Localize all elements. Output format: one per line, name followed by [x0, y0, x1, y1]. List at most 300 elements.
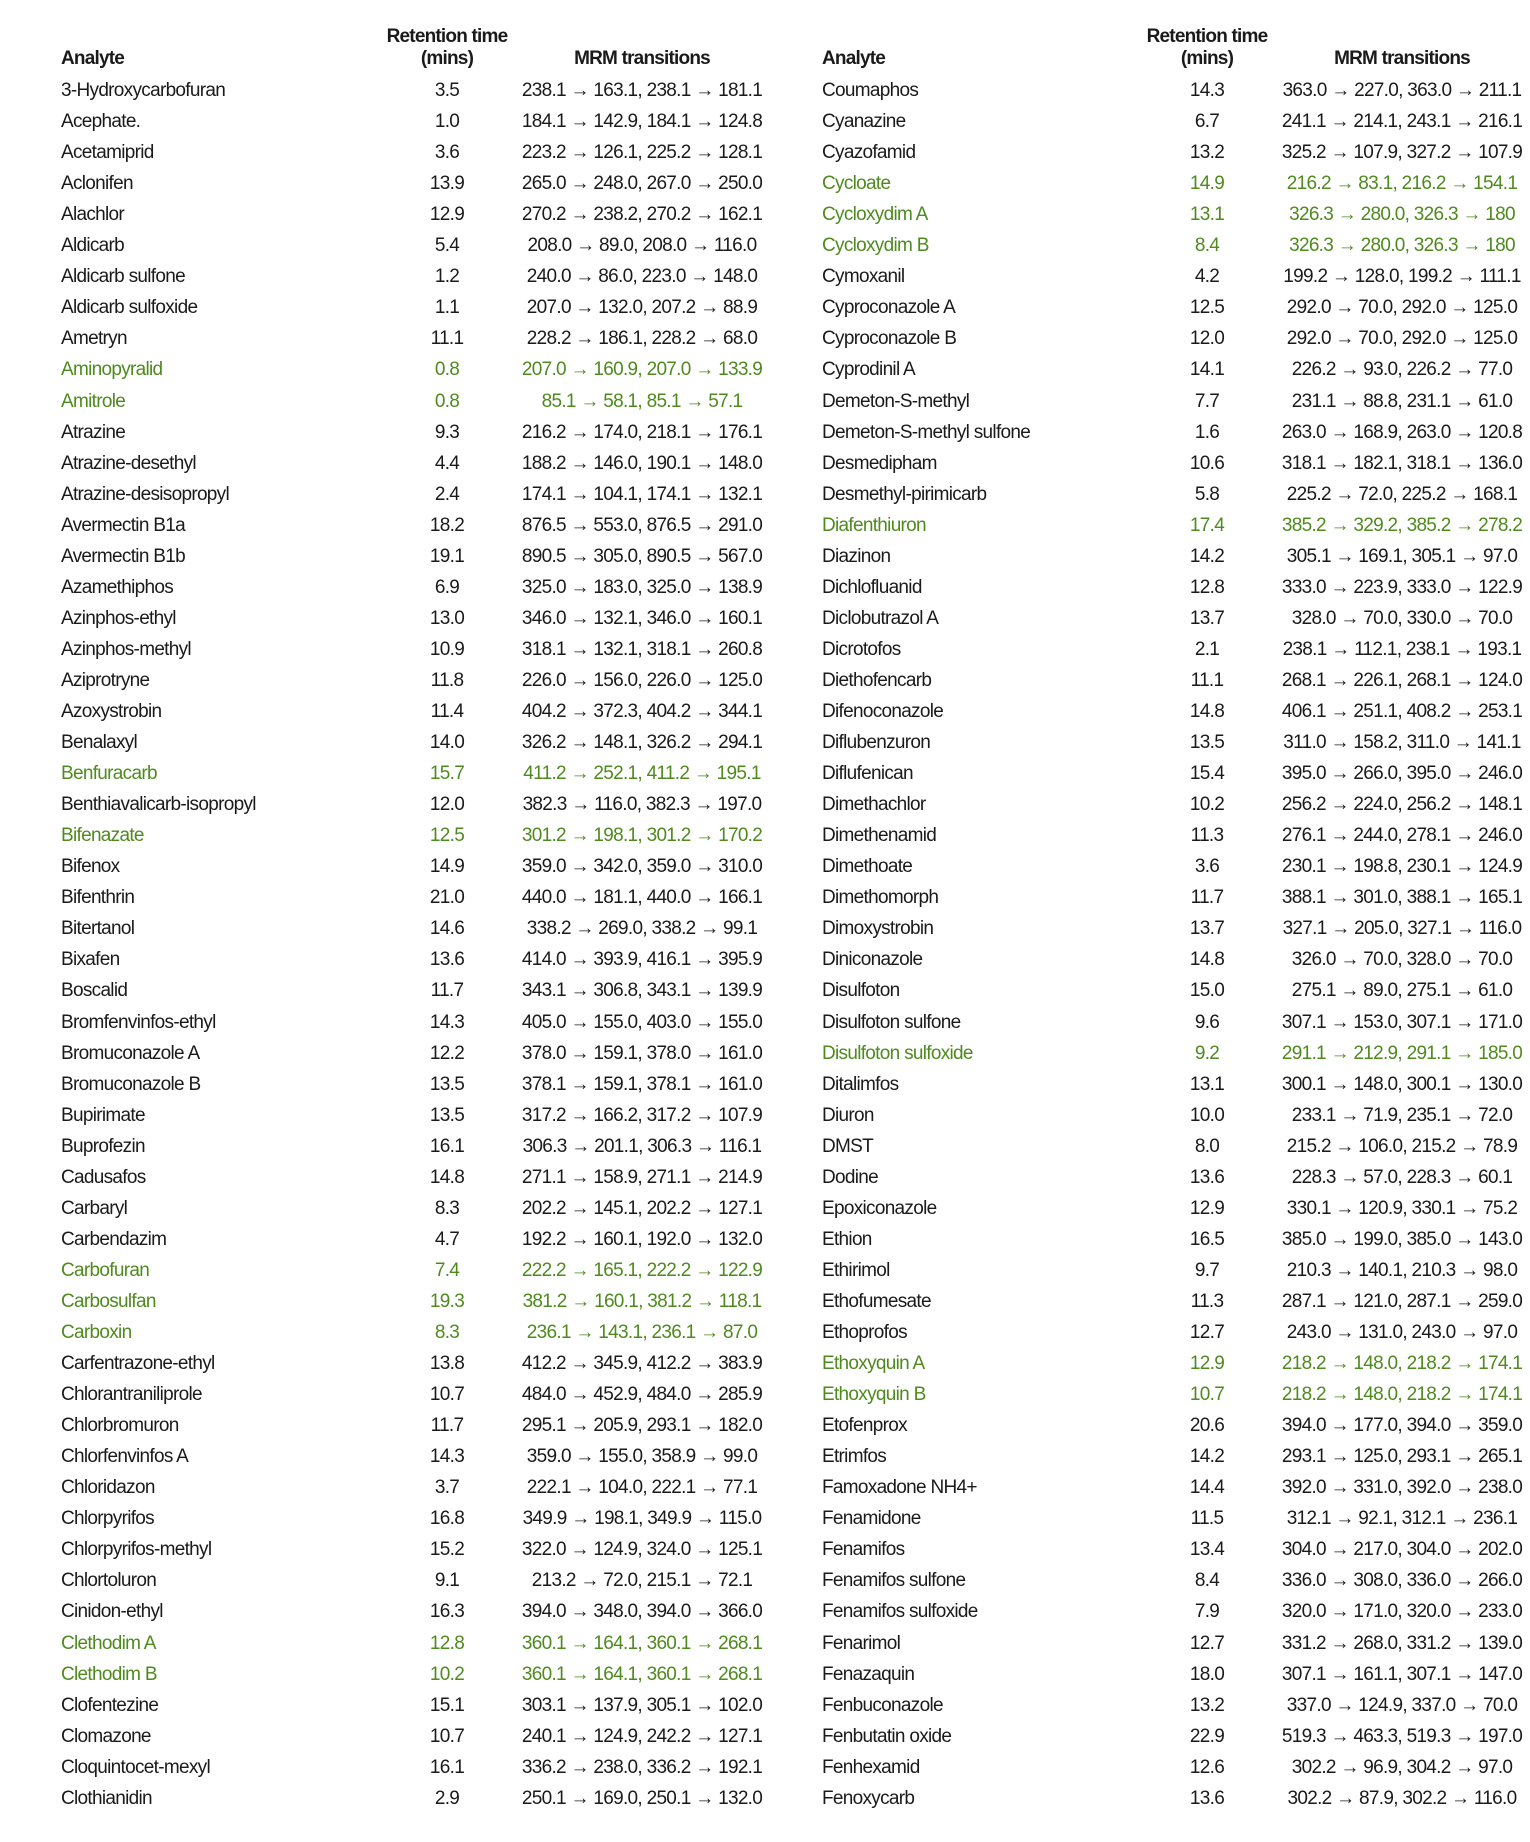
mrm-transitions-cell-right: 225.2 → 72.0, 225.2 → 168.1: [1286, 483, 1518, 505]
retention-time-cell-left: 14.3: [429, 1011, 465, 1033]
retention-time-cell-left: 9.1: [434, 1570, 460, 1592]
retention-time-cell-left: 13.6: [429, 949, 465, 971]
analyte-cell-left: Bitertanol: [61, 918, 135, 940]
mrm-transitions-cell-left: 202.2 → 145.1, 202.2 → 127.1: [521, 1197, 763, 1219]
mrm-transitions-cell-left: 349.9 → 198.1, 349.9 → 115.0: [522, 1508, 762, 1530]
header-analyte-left: Analyte: [61, 48, 125, 69]
retention-time-cell-right: 11.1: [1190, 669, 1224, 691]
analyte-cell-left: Aldicarb sulfoxide: [61, 297, 198, 319]
retention-time-cell-right: 13.4: [1189, 1539, 1225, 1561]
analyte-cell-right: Dimethomorph: [822, 887, 939, 909]
mrm-transitions-cell-right: 199.2 → 128.0, 199.2 → 111.1: [1283, 266, 1521, 288]
mrm-transitions-cell-right: 325.2 → 107.9, 327.2 → 107.9: [1281, 142, 1523, 164]
mrm-transitions-cell-right: 305.1 → 169.1, 305.1 → 97.0: [1286, 545, 1518, 567]
retention-time-cell-right: 7.9: [1194, 1601, 1220, 1623]
analyte-cell-right: Ethoxyquin B: [822, 1384, 926, 1406]
retention-time-cell-left: 12.8: [429, 1632, 465, 1654]
retention-time-cell-left: 8.3: [434, 1197, 460, 1219]
analyte-cell-right: Cyproconazole A: [822, 297, 956, 319]
retention-time-cell-left: 19.3: [429, 1290, 465, 1312]
mrm-transitions-cell-right: 388.1 → 301.0, 388.1 → 165.1: [1281, 887, 1523, 909]
analyte-cell-left: Chlortoluron: [61, 1570, 157, 1592]
retention-time-cell-right: 13.2: [1189, 142, 1225, 164]
retention-time-cell-left: 1.1: [434, 297, 460, 319]
analyte-cell-right: Dimoxystrobin: [822, 918, 934, 940]
mrm-transitions-cell-right: 406.1 → 251.1, 408.2 → 253.1: [1281, 701, 1523, 722]
retention-time-cell-left: 10.7: [429, 1725, 465, 1747]
retention-time-cell-left: 1.2: [434, 266, 460, 288]
mrm-transitions-cell-left: 208.0 → 89.0, 208.0 → 116.0: [527, 235, 757, 257]
analyte-cell-left: Boscalid: [61, 980, 128, 1002]
retention-time-cell-left: 12.9: [429, 204, 465, 226]
retention-time-cell-right: 13.1: [1189, 1073, 1225, 1095]
mrm-transitions-cell-right: 215.2 → 106.0, 215.2 → 78.9: [1286, 1135, 1518, 1157]
mrm-transitions-cell-right: 392.0 → 331.0, 392.0 → 238.0: [1281, 1477, 1523, 1499]
mrm-transitions-cell-right: 230.1 → 198.8, 230.1 → 124.9: [1281, 856, 1523, 878]
header-analyte-right: Analyte: [822, 48, 886, 69]
retention-time-cell-left: 4.4: [434, 452, 460, 474]
analyte-cell-left: Bromuconazole A: [61, 1042, 200, 1064]
retention-time-cell-right: 13.7: [1189, 918, 1225, 940]
analyte-cell-right: Dodine: [822, 1166, 879, 1188]
analyte-cell-right: DMST: [822, 1135, 874, 1157]
analyte-cell-left: Bupirimate: [61, 1104, 145, 1126]
retention-time-cell-right: 14.2: [1189, 1446, 1225, 1468]
analyte-cell-right: Ethirimol: [822, 1259, 890, 1281]
mrm-transitions-cell-left: 336.2 → 238.0, 336.2 → 192.1: [521, 1756, 763, 1778]
header-retention-left: Retention time: [386, 26, 508, 47]
retention-time-cell-left: 2.4: [434, 483, 460, 505]
analyte-cell-left: Acetamiprid: [61, 142, 154, 164]
retention-time-cell-right: 14.1: [1189, 359, 1225, 381]
retention-time-cell-right: 9.6: [1194, 1011, 1220, 1033]
mrm-transitions-cell-right: 210.3 → 140.1, 210.3 → 98.0: [1286, 1259, 1518, 1281]
mrm-transitions-cell-left: 318.1 → 132.1, 318.1 → 260.8: [521, 638, 763, 660]
analyte-cell-right: Etrimfos: [822, 1446, 887, 1468]
mrm-transitions-cell-right: 300.1 → 148.0, 300.1 → 130.0: [1281, 1073, 1523, 1095]
analyte-cell-left: Avermectin B1b: [61, 545, 185, 567]
mrm-transitions-cell-right: 243.0 → 131.0, 243.0 → 97.0: [1286, 1322, 1518, 1343]
analyte-cell-left: Azoxystrobin: [61, 701, 162, 722]
retention-time-cell-right: 12.9: [1189, 1353, 1225, 1375]
retention-time-cell-right: 14.8: [1189, 949, 1225, 971]
retention-time-cell-left: 10.9: [429, 638, 465, 660]
retention-time-cell-right: 13.6: [1189, 1787, 1225, 1809]
analyte-cell-right: Dimethenamid: [822, 825, 937, 847]
retention-time-cell-left: 16.1: [429, 1135, 465, 1157]
mrm-transitions-cell-right: 231.1 → 88.8, 231.1 → 61.0: [1291, 390, 1513, 412]
analyte-cell-left: Aldicarb sulfone: [61, 266, 185, 288]
analyte-cell-right: Ethoprofos: [822, 1322, 907, 1343]
mrm-transitions-cell-right: 302.2 → 96.9, 304.2 → 97.0: [1291, 1756, 1513, 1778]
mrm-transitions-cell-left: 876.5 → 553.0, 876.5 → 291.0: [521, 514, 763, 536]
mrm-transitions-cell-left: 85.1 → 58.1, 85.1 → 57.1: [541, 390, 743, 412]
analyte-cell-right: Disulfoton sulfone: [822, 1011, 961, 1033]
mrm-transitions-cell-right: 276.1 → 244.0, 278.1 → 246.0: [1281, 825, 1523, 847]
analyte-cell-left: Azinphos-methyl: [61, 638, 191, 660]
retention-time-cell-left: 8.3: [434, 1322, 460, 1343]
mrm-transitions-cell-right: 292.0 → 70.0, 292.0 → 125.0: [1286, 328, 1518, 350]
analyte-cell-left: Bromuconazole B: [61, 1073, 201, 1095]
mrm-transitions-cell-right: 275.1 → 89.0, 275.1 → 61.0: [1291, 980, 1513, 1002]
analyte-cell-left: Clethodim B: [61, 1663, 157, 1685]
retention-time-cell-left: 13.0: [429, 607, 465, 629]
retention-time-cell-left: 13.8: [429, 1353, 465, 1375]
mrm-transitions-cell-left: 306.3 → 201.1, 306.3 → 116.1: [522, 1135, 762, 1157]
analyte-cell-right: Diflufenican: [822, 763, 913, 785]
retention-time-cell-right: 9.2: [1194, 1042, 1220, 1064]
retention-time-cell-left: 13.5: [429, 1104, 465, 1126]
mrm-transitions-cell-right: 385.2 → 329.2, 385.2 → 278.2: [1281, 514, 1523, 536]
retention-time-cell-right: 12.7: [1189, 1322, 1225, 1343]
retention-time-cell-left: 11.7: [430, 1415, 464, 1437]
analyte-cell-left: Clothianidin: [61, 1787, 152, 1809]
mrm-transitions-cell-right: 394.0 → 177.0, 394.0 → 359.0: [1281, 1415, 1523, 1437]
analyte-cell-right: Cycloxydim B: [822, 235, 929, 257]
mrm-transitions-cell-left: 188.2 → 146.0, 190.1 → 148.0: [521, 452, 763, 474]
analyte-cell-right: Fenamidone: [822, 1508, 921, 1530]
retention-time-cell-left: 16.1: [429, 1756, 465, 1778]
mrm-transitions-cell-left: 240.1 → 124.9, 242.2 → 127.1: [521, 1725, 763, 1747]
mrm-transitions-cell-right: 327.1 → 205.0, 327.1 → 116.0: [1282, 918, 1522, 940]
analyte-cell-left: Aclonifen: [61, 173, 133, 195]
mrm-transitions-cell-left: 381.2 → 160.1, 381.2 → 118.1: [522, 1290, 762, 1312]
analyte-cell-right: Ditalimfos: [822, 1073, 899, 1095]
mrm-transitions-cell-left: 192.2 → 160.1, 192.0 → 132.0: [521, 1228, 763, 1250]
analyte-cell-left: Avermectin B1a: [61, 514, 185, 536]
mrm-transitions-cell-left: 405.0 → 155.0, 403.0 → 155.0: [521, 1011, 763, 1033]
retention-time-cell-right: 10.0: [1189, 1104, 1225, 1126]
retention-time-cell-right: 11.3: [1190, 1290, 1224, 1312]
retention-time-cell-left: 0.8: [434, 390, 460, 412]
header-mrm-left: MRM transitions: [574, 48, 710, 69]
retention-time-cell-right: 18.0: [1189, 1663, 1225, 1685]
mrm-transitions-cell-left: 213.2 → 72.0, 215.1 → 72.1: [531, 1570, 753, 1592]
mrm-transitions-cell-left: 378.0 → 159.1, 378.0 → 161.0: [521, 1042, 763, 1064]
mrm-transitions-cell-left: 359.0 → 342.0, 359.0 → 310.0: [521, 856, 763, 878]
retention-time-cell-left: 4.7: [434, 1228, 460, 1250]
analyte-cell-left: Aldicarb: [61, 235, 125, 257]
mrm-transitions-cell-left: 346.0 → 132.1, 346.0 → 160.1: [521, 607, 763, 629]
analyte-cell-left: Acephate.: [61, 111, 141, 133]
analyte-cell-right: Desmedipham: [822, 452, 937, 474]
analyte-cell-left: Carfentrazone-ethyl: [61, 1353, 215, 1375]
mrm-transitions-cell-right: 268.1 → 226.1, 268.1 → 124.0: [1281, 669, 1523, 691]
analyte-cell-left: Bifenthrin: [61, 887, 135, 909]
analyte-cell-left: Bixafen: [61, 949, 120, 971]
mrm-transitions-cell-left: 411.2 → 252.1, 411.2 → 195.1: [523, 763, 761, 785]
analyte-cell-left: Azinphos-ethyl: [61, 607, 176, 629]
analyte-cell-left: Chlorantraniliprole: [61, 1384, 202, 1406]
retention-time-cell-left: 2.9: [434, 1787, 460, 1809]
analyte-cell-left: Clethodim A: [61, 1632, 156, 1654]
analyte-cell-left: Amitrole: [61, 390, 126, 412]
analyte-cell-right: Diafenthiuron: [822, 514, 926, 536]
mrm-transitions-cell-left: 404.2 → 372.3, 404.2 → 344.1: [521, 701, 763, 722]
retention-time-cell-right: 16.5: [1189, 1228, 1225, 1250]
analyte-cell-left: 3-Hydroxycarbofuran: [61, 80, 226, 101]
mrm-transitions-cell-right: 287.1 → 121.0, 287.1 → 259.0: [1281, 1290, 1523, 1312]
analyte-cell-right: Diethofencarb: [822, 669, 932, 691]
retention-time-cell-left: 14.8: [429, 1166, 465, 1188]
analyte-cell-right: Cyproconazole B: [822, 328, 957, 350]
mrm-transitions-cell-left: 359.0 → 155.0, 358.9 → 99.0: [526, 1446, 758, 1468]
mrm-transitions-cell-left: 484.0 → 452.9, 484.0 → 285.9: [521, 1384, 763, 1406]
retention-time-cell-left: 14.9: [429, 856, 465, 878]
mrm-transitions-cell-right: 318.1 → 182.1, 318.1 → 136.0: [1281, 452, 1523, 474]
analyte-cell-left: Atrazine-desethyl: [61, 452, 196, 474]
retention-time-cell-left: 16.3: [429, 1601, 465, 1623]
analyte-cell-right: Dimethachlor: [822, 794, 926, 816]
retention-time-cell-right: 11.7: [1190, 887, 1224, 909]
mrm-transitions-cell-left: 250.1 → 169.0, 250.1 → 132.0: [521, 1787, 763, 1809]
mrm-transitions-cell-left: 317.2 → 166.2, 317.2 → 107.9: [521, 1104, 763, 1126]
analyte-cell-left: Bromfenvinfos-ethyl: [61, 1011, 216, 1033]
retention-time-cell-right: 12.7: [1189, 1632, 1225, 1654]
mrm-transitions-cell-left: 226.0 → 156.0, 226.0 → 125.0: [521, 669, 763, 691]
mrm-transitions-cell-left: 440.0 → 181.1, 440.0 → 166.1: [521, 887, 763, 909]
mrm-transitions-cell-left: 303.1 → 137.9, 305.1 → 102.0: [521, 1694, 763, 1716]
retention-time-cell-right: 8.0: [1194, 1135, 1220, 1157]
header-retention-right: Retention time: [1146, 26, 1268, 47]
mrm-transitions-cell-right: 218.2 → 148.0, 218.2 → 174.1: [1281, 1353, 1523, 1375]
retention-time-cell-right: 14.4: [1189, 1477, 1225, 1499]
analyte-cell-right: Cyprodinil A: [822, 359, 915, 381]
mrm-transitions-cell-left: 223.2 → 126.1, 225.2 → 128.1: [521, 142, 763, 164]
analyte-cell-left: Cloquintocet-mexyl: [61, 1756, 210, 1778]
retention-time-cell-left: 11.8: [430, 669, 464, 691]
mrm-transitions-cell-right: 241.1 → 214.1, 243.1 → 216.1: [1281, 111, 1523, 133]
header-retention-unit-right: (mins): [1180, 48, 1234, 69]
mrm-transitions-cell-right: 328.0 → 70.0, 330.0 → 70.0: [1291, 607, 1513, 629]
analyte-cell-right: Ethoxyquin A: [822, 1353, 925, 1375]
analyte-cell-right: Dimethoate: [822, 856, 913, 878]
header-mrm-right: MRM transitions: [1334, 48, 1470, 69]
analyte-cell-right: Cycloxydim A: [822, 204, 928, 226]
retention-time-cell-right: 13.6: [1189, 1166, 1225, 1188]
analyte-cell-right: Cycloate: [822, 173, 891, 195]
mrm-transitions-cell-left: 301.2 → 198.1, 301.2 → 170.2: [521, 825, 763, 847]
analyte-cell-left: Chlorpyrifos: [61, 1508, 154, 1530]
mrm-transitions-cell-right: 233.1 → 71.9, 235.1 → 72.0: [1291, 1104, 1513, 1126]
mrm-transitions-cell-right: 336.0 → 308.0, 336.0 → 266.0: [1281, 1570, 1523, 1592]
mrm-transitions-cell-right: 302.2 → 87.9, 302.2 → 116.0: [1287, 1787, 1517, 1809]
mrm-transitions-cell-right: 216.2 → 83.1, 216.2 → 154.1: [1286, 173, 1518, 195]
analyte-cell-right: Diclobutrazol A: [822, 607, 939, 629]
analyte-cell-left: Benalaxyl: [61, 732, 138, 754]
mrm-transitions-cell-right: 256.2 → 224.0, 256.2 → 148.1: [1281, 794, 1523, 816]
retention-time-cell-left: 14.3: [429, 1446, 465, 1468]
retention-time-cell-right: 20.6: [1189, 1415, 1225, 1437]
retention-time-cell-left: 11.4: [430, 701, 464, 722]
mrm-transitions-cell-left: 325.0 → 183.0, 325.0 → 138.9: [521, 576, 763, 598]
analyte-cell-left: Chlorpyrifos-methyl: [61, 1539, 212, 1561]
mrm-transitions-cell-left: 184.1 → 142.9, 184.1 → 124.8: [521, 111, 763, 133]
mrm-transitions-cell-left: 414.0 → 393.9, 416.1 → 395.9: [521, 949, 763, 971]
mrm-transitions-cell-right: 292.0 → 70.0, 292.0 → 125.0: [1286, 297, 1518, 319]
analyte-cell-right: Cyazofamid: [822, 142, 916, 164]
retention-time-cell-right: 13.5: [1189, 732, 1225, 754]
analyte-cell-left: Benthiavalicarb-isopropyl: [61, 794, 256, 816]
analyte-cell-left: Bifenazate: [61, 825, 144, 847]
analyte-cell-right: Desmethyl-pirimicarb: [822, 483, 987, 505]
retention-time-cell-left: 11.7: [430, 980, 464, 1002]
analyte-cell-right: Disulfoton sulfoxide: [822, 1042, 973, 1064]
retention-time-cell-left: 12.2: [429, 1042, 465, 1064]
retention-time-cell-left: 10.7: [429, 1384, 465, 1406]
mrm-transitions-cell-left: 382.3 → 116.0, 382.3 → 197.0: [522, 794, 762, 816]
retention-time-cell-right: 12.0: [1189, 328, 1225, 350]
retention-time-cell-right: 13.7: [1189, 607, 1225, 629]
analyte-cell-left: Chlorbromuron: [61, 1415, 179, 1437]
retention-time-cell-right: 12.5: [1189, 297, 1225, 319]
analyte-cell-right: Cymoxanil: [822, 266, 905, 288]
analyte-cell-right: Fenbuconazole: [822, 1694, 943, 1716]
analyte-cell-right: Diniconazole: [822, 949, 923, 971]
mrm-transitions-cell-right: 331.2 → 268.0, 331.2 → 139.0: [1281, 1632, 1523, 1654]
mrm-transitions-cell-right: 519.3 → 463.3, 519.3 → 197.0: [1281, 1725, 1523, 1747]
retention-time-cell-left: 1.0: [434, 111, 460, 133]
retention-time-cell-right: 8.4: [1194, 235, 1220, 257]
mrm-transitions-cell-left: 216.2 → 174.0, 218.1 → 176.1: [521, 421, 763, 443]
mrm-transitions-cell-left: 222.1 → 104.0, 222.1 → 77.1: [526, 1477, 758, 1499]
analyte-cell-right: Etofenprox: [822, 1415, 907, 1437]
retention-time-cell-right: 22.9: [1189, 1725, 1225, 1747]
mrm-transitions-cell-right: 307.1 → 161.1, 307.1 → 147.0: [1281, 1663, 1523, 1685]
analyte-cell-left: Cinidon-ethyl: [61, 1601, 163, 1623]
mrm-transitions-cell-right: 326.0 → 70.0, 328.0 → 70.0: [1291, 949, 1513, 971]
retention-time-cell-right: 14.9: [1189, 173, 1225, 195]
retention-time-cell-right: 2.1: [1194, 638, 1220, 660]
retention-time-cell-left: 12.0: [429, 794, 465, 816]
mrm-transitions-cell-right: 330.1 → 120.9, 330.1 → 75.2: [1286, 1197, 1518, 1219]
retention-time-cell-right: 8.4: [1194, 1570, 1220, 1592]
retention-time-cell-left: 3.7: [434, 1477, 460, 1499]
analyte-cell-left: Azamethiphos: [61, 576, 174, 598]
mrm-transitions-cell-right: 291.1 → 212.9, 291.1 → 185.0: [1281, 1042, 1523, 1064]
retention-time-cell-left: 18.2: [429, 514, 465, 536]
mrm-transitions-cell-right: 263.0 → 168.9, 263.0 → 120.8: [1281, 421, 1523, 443]
retention-time-cell-left: 6.9: [434, 576, 460, 598]
mrm-transitions-cell-right: 326.3 → 280.0, 326.3 → 180: [1289, 235, 1515, 257]
analyte-cell-right: Diazinon: [822, 545, 891, 567]
mrm-transitions-cell-left: 326.2 → 148.1, 326.2 → 294.1: [521, 732, 763, 754]
mrm-transitions-cell-left: 338.2 → 269.0, 338.2 → 99.1: [526, 918, 758, 940]
analyte-cell-right: Fenamifos: [822, 1539, 905, 1561]
mrm-transitions-cell-right: 307.1 → 153.0, 307.1 → 171.0: [1281, 1011, 1523, 1033]
mrm-transitions-cell-right: 226.2 → 93.0, 226.2 → 77.0: [1291, 359, 1513, 381]
analyte-cell-left: Chlorfenvinfos A: [61, 1446, 189, 1468]
mrm-transitions-cell-right: 228.3 → 57.0, 228.3 → 60.1: [1291, 1166, 1513, 1188]
mrm-transitions-cell-right: 385.0 → 199.0, 385.0 → 143.0: [1281, 1228, 1523, 1250]
mrm-transitions-cell-left: 360.1 → 164.1, 360.1 → 268.1: [521, 1632, 763, 1654]
retention-time-cell-right: 12.6: [1189, 1756, 1225, 1778]
mrm-transitions-cell-left: 295.1 → 205.9, 293.1 → 182.0: [521, 1415, 763, 1437]
analyte-cell-left: Carbaryl: [61, 1197, 128, 1219]
analyte-cell-left: Clofentezine: [61, 1694, 159, 1716]
retention-time-cell-right: 4.2: [1194, 266, 1220, 288]
retention-time-cell-right: 12.8: [1189, 576, 1225, 598]
retention-time-cell-left: 7.4: [434, 1259, 460, 1281]
retention-time-cell-right: 6.7: [1194, 111, 1220, 133]
retention-time-cell-right: 10.7: [1189, 1384, 1225, 1406]
mrm-transitions-cell-left: 270.2 → 238.2, 270.2 → 162.1: [521, 204, 763, 226]
retention-time-cell-left: 21.0: [429, 887, 465, 909]
retention-time-cell-right: 14.2: [1189, 545, 1225, 567]
mrm-transitions-cell-left: 222.2 → 165.1, 222.2 → 122.9: [521, 1259, 763, 1281]
retention-time-cell-right: 15.4: [1189, 763, 1225, 785]
retention-time-cell-left: 11.1: [430, 328, 464, 350]
analyte-cell-right: Fenbutatin oxide: [822, 1725, 952, 1747]
analyte-cell-right: Fenazaquin: [822, 1663, 915, 1685]
analyte-cell-right: Disulfoton: [822, 980, 900, 1002]
header-retention-unit-left: (mins): [420, 48, 474, 69]
retention-time-cell-right: 10.6: [1189, 452, 1225, 474]
analyte-cell-left: Ametryn: [61, 328, 127, 350]
retention-time-cell-right: 14.8: [1189, 701, 1225, 722]
analyte-cell-right: Fenarimol: [822, 1632, 901, 1654]
retention-time-cell-left: 15.7: [429, 763, 465, 785]
analyte-cell-right: Fenamifos sulfone: [822, 1570, 966, 1592]
analyte-cell-right: Fenhexamid: [822, 1756, 920, 1778]
mrm-transitions-cell-left: 378.1 → 159.1, 378.1 → 161.0: [521, 1073, 763, 1095]
mrm-transitions-cell-right: 304.0 → 217.0, 304.0 → 202.0: [1281, 1539, 1523, 1561]
mrm-transitions-cell-right: 293.1 → 125.0, 293.1 → 265.1: [1281, 1446, 1523, 1468]
mrm-transitions-cell-right: 337.0 → 124.9, 337.0 → 70.0: [1286, 1694, 1518, 1716]
mrm-transitions-cell-right: 320.0 → 171.0, 320.0 → 233.0: [1281, 1601, 1523, 1623]
mrm-transitions-cell-left: 360.1 → 164.1, 360.1 → 268.1: [521, 1663, 763, 1685]
retention-time-cell-left: 16.8: [429, 1508, 465, 1530]
retention-time-cell-right: 1.6: [1194, 421, 1220, 443]
retention-time-cell-right: 9.7: [1194, 1259, 1220, 1281]
analyte-cell-left: Carbendazim: [61, 1228, 167, 1250]
mrm-transitions-cell-left: 343.1 → 306.8, 343.1 → 139.9: [521, 980, 763, 1002]
retention-time-cell-right: 10.2: [1189, 794, 1225, 816]
retention-time-cell-left: 9.3: [434, 421, 460, 443]
retention-time-cell-right: 13.1: [1189, 204, 1225, 226]
analyte-cell-right: Ethion: [822, 1228, 872, 1250]
analyte-cell-right: Difenoconazole: [822, 701, 944, 722]
analyte-cell-right: Diuron: [822, 1104, 874, 1126]
retention-time-cell-right: 3.6: [1194, 856, 1220, 878]
mrm-transitions-cell-left: 207.0 → 132.0, 207.2 → 88.9: [526, 297, 758, 319]
analyte-cell-left: Bifenox: [61, 856, 120, 878]
analyte-cell-left: Buprofezin: [61, 1135, 145, 1157]
analyte-cell-left: Carbofuran: [61, 1259, 150, 1281]
mrm-transitions-cell-left: 236.1 → 143.1, 236.1 → 87.0: [526, 1322, 758, 1343]
retention-time-cell-left: 0.8: [434, 359, 460, 381]
analyte-cell-left: Clomazone: [61, 1725, 151, 1747]
mrm-transitions-cell-left: 271.1 → 158.9, 271.1 → 214.9: [521, 1166, 763, 1188]
mrm-transitions-cell-left: 890.5 → 305.0, 890.5 → 567.0: [521, 545, 763, 567]
retention-time-cell-left: 3.5: [434, 80, 460, 101]
analyte-cell-right: Coumaphos: [822, 80, 919, 101]
retention-time-cell-left: 14.0: [429, 732, 465, 754]
retention-time-cell-left: 13.9: [429, 173, 465, 195]
mrm-transitions-cell-right: 238.1 → 112.1, 238.1 → 193.1: [1282, 638, 1522, 660]
mrm-transitions-cell-right: 311.0 → 158.2, 311.0 → 141.1: [1283, 732, 1521, 754]
analyte-cell-left: Cadusafos: [61, 1166, 146, 1188]
analyte-cell-right: Demeton-S-methyl sulfone: [822, 421, 1031, 443]
mrm-transitions-cell-left: 238.1 → 163.1, 238.1 → 181.1: [521, 80, 763, 101]
analyte-cell-right: Famoxadone NH4+: [822, 1477, 977, 1499]
retention-time-cell-left: 15.1: [429, 1694, 465, 1716]
analyte-cell-right: Epoxiconazole: [822, 1197, 937, 1219]
analyte-cell-left: Aminopyralid: [61, 359, 163, 381]
analyte-cell-right: Demeton-S-methyl: [822, 390, 970, 412]
mrm-transitions-cell-left: 322.0 → 124.9, 324.0 → 125.1: [521, 1539, 763, 1561]
analyte-cell-right: Fenamifos sulfoxide: [822, 1601, 978, 1623]
